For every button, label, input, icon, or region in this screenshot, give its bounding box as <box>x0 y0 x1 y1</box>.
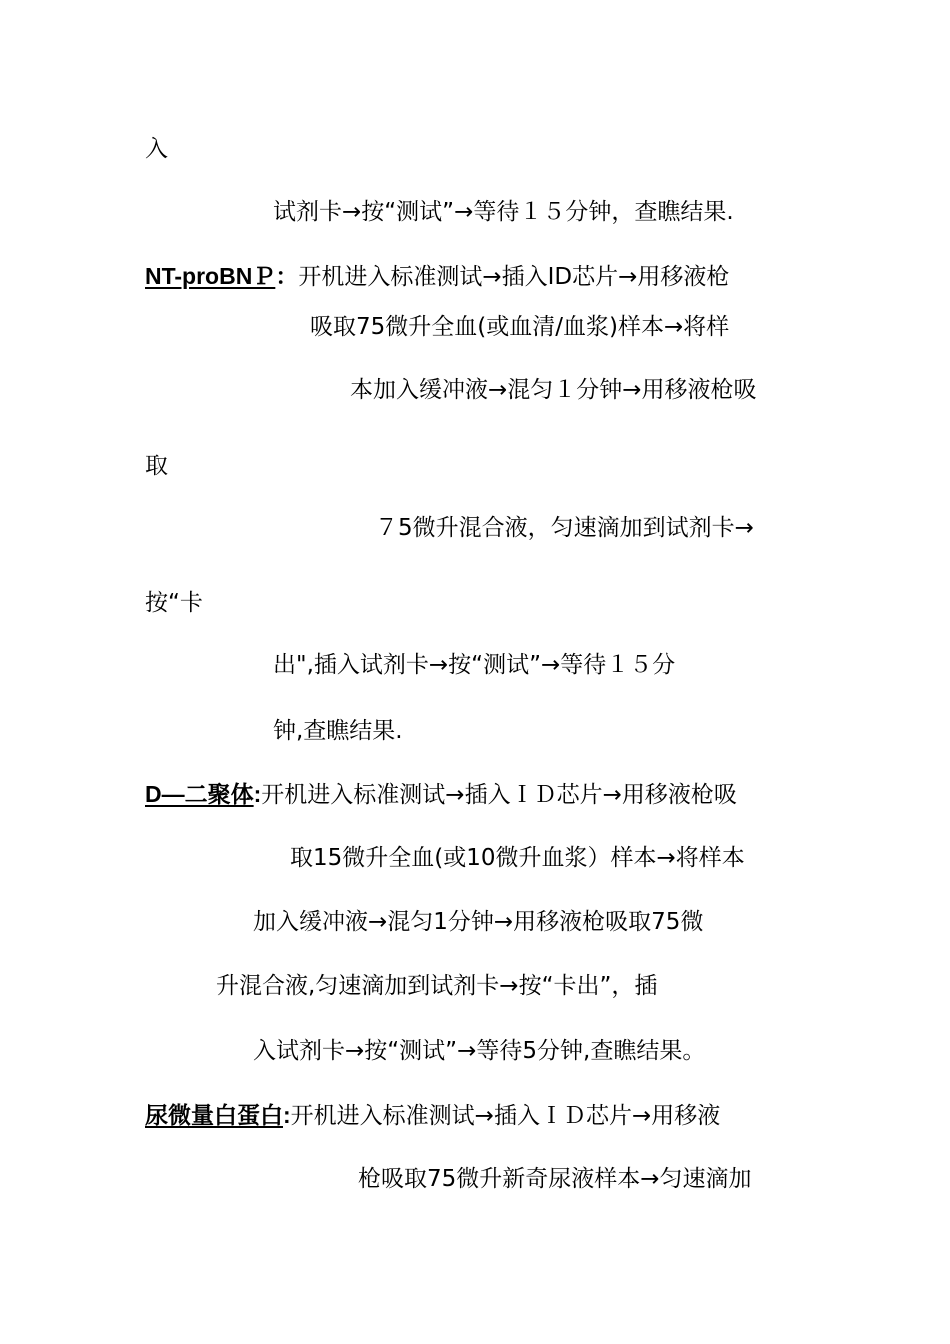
text-line: 出",插入试剂卡→按“测试”→等待１５分 <box>273 652 676 678</box>
section-microalbumin <box>145 1100 720 1131</box>
text-line: 升混合液,匀速滴加到试剂卡→按“卡出”，插 <box>216 973 658 999</box>
section-title: 尿微量白蛋白 <box>145 1102 283 1128</box>
section-text: 开机进入标准测试→插入ID芯片→用移液枪 <box>298 264 730 290</box>
text-line: 吸取75微升全血(或血清/血浆)样本→将样 <box>310 314 730 340</box>
text-line: 取 <box>145 453 168 479</box>
section-text: 开机进入标准测试→插入ＩＤ芯片→用移液枪吸 <box>261 782 737 808</box>
section-ntprobnp <box>145 261 729 292</box>
section-text: 开机进入标准测试→插入ＩＤ芯片→用移液 <box>290 1103 721 1129</box>
section-colon: : <box>283 1102 291 1128</box>
text-line: 加入缓冲液→混匀1分钟→用移液枪吸取75微 <box>253 909 704 935</box>
section-colon: : <box>253 781 262 807</box>
section-d-dimer <box>145 779 737 810</box>
text-line: 本加入缓冲液→混匀１分钟→用移液枪吸 <box>350 377 757 403</box>
section-title: D—二聚体 <box>145 781 254 807</box>
text-line: 入试剂卡→按“测试”→等待5分钟,查瞧结果。 <box>253 1038 706 1064</box>
text-line: 取15微升全血(或10微升血浆）样本→将样本 <box>290 845 745 871</box>
text-line: 入 <box>145 136 168 162</box>
text-line: 钟,查瞧结果. <box>273 718 403 744</box>
section-title: NT-proBNＰ <box>145 263 276 289</box>
text-line: 枪吸取75微升新奇尿液样本→匀速滴加 <box>358 1166 752 1192</box>
text-line: 试剂卡→按“测试”→等待１５分钟，查瞧结果. <box>273 199 734 225</box>
text-line: 按“卡 <box>145 590 203 616</box>
text-line: ７5微升混合液，匀速滴加到试剂卡→ <box>375 515 754 541</box>
section-colon: ： <box>275 263 299 289</box>
